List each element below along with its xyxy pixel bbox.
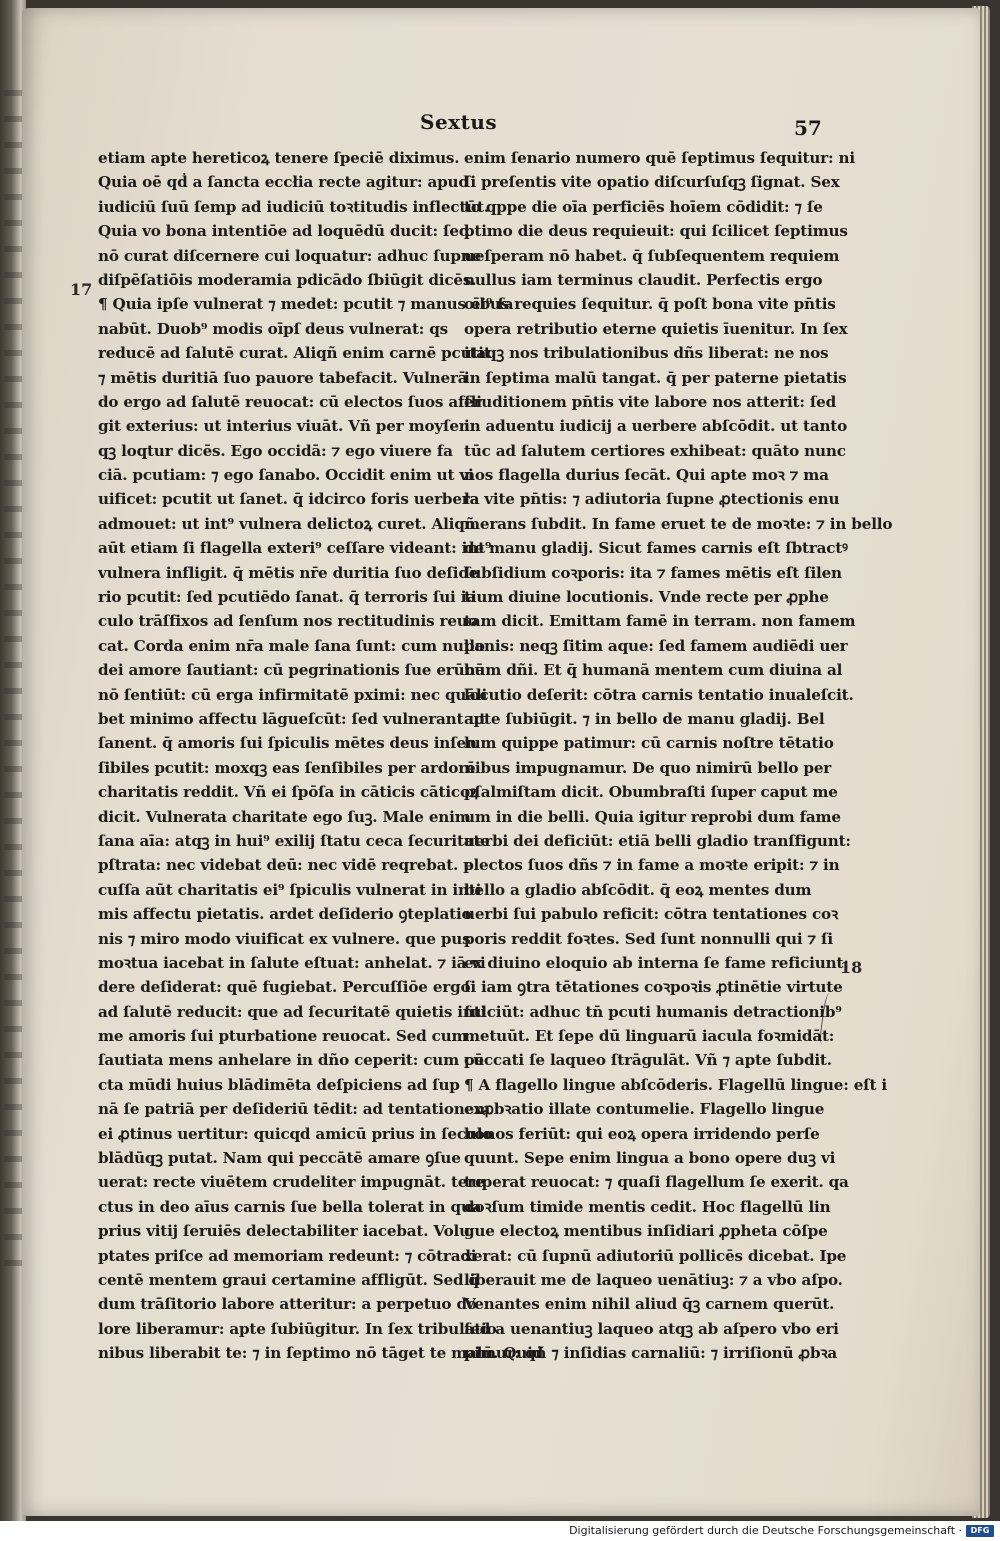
text-line: dei amore ſautiant: cū pegrinationis ſue erūnā <box>98 661 485 680</box>
text-line: uificet: pcutit ut ſanet. q̄ idcirco foris uerbera <box>98 490 480 509</box>
text-line: cuſſa aūt charitatis ei⁹ ſpiculis vulnerat in inti <box>98 880 482 899</box>
text-line: ptates priſce ad memoriam redeunt: ⁊ cōtradi <box>98 1246 477 1265</box>
text-line: ⁊ mētis duritiā ſuo pauore tabefacit. Vulnerā <box>98 368 468 387</box>
text-line: fulciūt: adhuc tn̄ pcuti humanis detractionib⁹ <box>464 1002 842 1021</box>
text-line: locutio deſerit: cōtra carnis tentatio inualeſcit. <box>464 685 854 704</box>
text-line: bet minimo affectu lāgueſcūt: ſed vulnerant ut <box>98 709 487 728</box>
text-line: ad ſalutē reducit: que ad ſecuritatē quietis inti <box>98 1002 487 1021</box>
text-line: in ſeptima malū tangat. q̄ per paterne pietatis <box>464 368 847 387</box>
text-line: nā ſe patriā per deſideriū tēdit: ad tentationem <box>98 1100 490 1119</box>
text-line: gue electoꝝ mentibus inſidiari ꝓpheta cōſpe <box>464 1222 828 1241</box>
text-line: cat. Corda enim nr̄a male ſana ſunt: cum nullo <box>98 636 485 655</box>
text-line: eruditionem pn̄tis vite labore nos atterit: ſed <box>464 392 837 411</box>
text-line: ſana aīa: atqꝫ in hui⁹ exilij ſtatu ceca ſecuritate <box>98 831 490 850</box>
text-line: ex diuino eloquio ab interna ſe fame reficiunt: <box>464 953 849 972</box>
text-line: rio pcutit: ſed pcutiēdo ſanat. q̄ terroris ſui ia <box>98 588 476 607</box>
text-line: do ergo ad ſalutē reuocat: cū electos ſuos affli <box>98 392 482 411</box>
text-line: nos flagella durius ſecāt. Qui apte moꝛ ⁊ ma <box>464 466 829 485</box>
text-line: lum quippe patimur: cū carnis noſtre tētatio <box>464 734 834 753</box>
text-line: doꝛſum timide mentis cedit. Hoc flagellū lin <box>464 1197 831 1216</box>
text-line: aūt etiam ſi flagella exteri⁹ ceſſare videant: int⁹ <box>98 539 492 558</box>
text-line: iudiciū ſuū ſemp ad iudiciū toꝛtitudis inflectūt. <box>98 197 489 216</box>
text-line: uerat: recte viuētem crudeliter impugnāt. tere <box>98 1173 485 1192</box>
text-line: Quia oē qḋ a ſancta eccłia recte agitur: apud <box>98 173 469 192</box>
text-line: ei ꝓtinus uertitur: quicqd amicū prius in ſeculo <box>98 1124 493 1143</box>
text-line: qꝫ loqtur dicēs. Ego occidā: ⁊ ego viuere fa <box>98 441 453 460</box>
book-page <box>22 8 980 1516</box>
text-line: prius vitij ſeruiēs delectabiliter iacebat. Volu <box>98 1222 470 1241</box>
text-line: moꝛtua iacebat in ſalute eſtuat: anhelat. ⁊ iā vi <box>98 953 486 972</box>
text-line: lore liberamur: apte ſubiūgitur. In ſex tribulatio <box>98 1319 497 1338</box>
text-line: me amoris ſui pturbatione reuocat. Sed cum <box>98 1027 468 1046</box>
facing-page-bleed <box>4 90 22 1270</box>
text-line: nibus liberabit te: ⁊ in ſeptimo nō tāget te malū. Quid <box>98 1344 544 1363</box>
text-line: vulnera infligit. q̄ mētis nr̄e duritia ſuo deſide <box>98 563 479 582</box>
text-line: Venantes enim nihil aliud q̄ꝫ carnem querūt. <box>464 1295 835 1314</box>
text-line: poris reddit foꝛtes. Sed ſunt nonnulli qui ⁊ ſi <box>464 929 833 948</box>
digitization-footer <box>0 1521 1000 1541</box>
text-line: exꝓbꝛatio illate contumelie. Flagello lingue <box>464 1100 825 1119</box>
text-line: cta mūdi huius blādimēta deſpiciens ad ſup <box>98 1075 460 1094</box>
text-line: um in die belli. Quia igitur reprobi dum fame <box>464 807 841 826</box>
margin-note-18: 18 <box>840 958 863 977</box>
margin-note-17: 17 <box>70 280 93 299</box>
text-line: quunt. Sepe enim lingua a bono opere duꝫ vi <box>464 1149 836 1168</box>
text-line: pimur: qñ ⁊ inſidias carnaliū: ⁊ irriſionū ꝓbꝛa <box>464 1344 838 1363</box>
text-line: ¶ A flagello lingue abſcōderis. Flagellū lingue: eſt i <box>464 1075 887 1094</box>
text-line: nullus iam terminus claudit. Perfectis ergo <box>464 270 823 289</box>
text-line: metuūt. Et ſepe dū linguarū iacula foꝛmidāt: <box>464 1027 835 1046</box>
text-line: dere deſiderat: quē fugiebat. Percuſſiōe ergo <box>98 978 471 997</box>
text-line: culo trāſfixos ad ſenſum nos rectitudinis reuo <box>98 612 478 631</box>
text-line: opera retributio eterne quietis īuenitur. In ſex <box>464 319 848 338</box>
text-line: centē mentem graui certamine affligūt. Sed q̄ <box>98 1270 479 1289</box>
text-line: admouet: ut int⁹ vulnera delictoꝝ curet. Aliqñ <box>98 514 476 533</box>
text-line: de manu gladij. Sicut fames carnis eſt ſbtractꝰ <box>464 539 848 558</box>
text-line: etiam apte hereticoꝝ tenere ſpeciē diximus. <box>98 149 460 167</box>
text-line: merans ſubdit. In fame eruet te de moꝛte: ⁊ in bello <box>464 514 893 533</box>
text-line: nō curat diſcernere cui loquatur: adhuc ſupne <box>98 246 482 265</box>
text-line: ſi iam ꝯtra tētationes coꝛpoꝛis ꝓtinētie virtute <box>464 978 843 997</box>
text-line: panis: neqꝫ ſitim aque: ſed famem audiēdi uer <box>464 636 848 655</box>
footer-credit: Digitalisierung gefördert durch die Deutsche Forschungsgemeinschaft · <box>569 1524 962 1537</box>
text-line: diſpēſatiōis moderamia pdicādo ſbiūgit dicēs. <box>98 270 477 289</box>
text-line: xerat: cū ſupnū adiutoriū pollicēs dicebat. Ipe <box>464 1246 847 1265</box>
text-line: nō ſentiūt: cū erga infirmitatē pximi: nec quāli <box>98 685 488 704</box>
running-head: Sextus <box>420 110 498 134</box>
text-line: bum dñi. Et q̄ humanā mentem cum diuina al <box>464 661 843 680</box>
text-line: bonos feriūt: qui eoꝝ opera irridendo perſe <box>464 1124 820 1143</box>
text-line: ſed a uenantiuꝫ laqueo atqꝫ ab aſpero vbo eri <box>464 1319 839 1338</box>
text-line: enim ſenario numero quē ſeptimus ſequitur: ni <box>464 149 855 167</box>
folio-number: 57 <box>794 116 822 140</box>
text-line: blādūqꝫ putat. Nam qui peccātē amare ꝯſue <box>98 1149 461 1168</box>
text-line: tuperat reuocat: ⁊ quaſi flagellum ſe exerit. qa <box>464 1173 849 1192</box>
text-line: la vite pn̄tis: ⁊ adiutoria ſupne ꝓtectionis enu <box>464 490 840 509</box>
text-line: Quia vo bona intentiōe ad loquēdū ducit: ſed <box>98 222 470 241</box>
text-line: tium diuine locutionis. Vnde recte per ꝓphe <box>464 588 829 607</box>
text-line: electos ſuos dñs ⁊ in fame a moꝛte eripit: ⁊ in <box>464 856 840 875</box>
text-line: ſubſidium coꝛporis: ita ⁊ fames mētis eſt ſilen <box>464 563 842 582</box>
text-line: ſi preſentis vite opatio diſcurſuſqꝫ ſignat. Sex <box>464 173 840 192</box>
text-line: mis affectu pietatis. ardet deſiderio ꝯteplatio <box>98 905 472 924</box>
text-line: git exterius: ut interius viuāt. Vñ per moyſen <box>98 417 470 436</box>
text-line: peccati ſe laqueo ſtrāgulāt. Vñ ⁊ apte ſubdit. <box>464 1051 832 1070</box>
text-line: pſtrata: nec videbat deū: nec vidē reqrebat. p <box>98 856 474 875</box>
text-line: tam dicit. Emittam famē in terram. non famem <box>464 612 856 631</box>
text-line: ctus in deo aīus carnis ſue bella tolerat in qua <box>98 1197 482 1216</box>
text-line: liberauit me de laqueo uenātiuꝫ: ⁊ a vbo aſpo. <box>464 1270 843 1289</box>
left-text-column <box>98 146 544 1366</box>
text-line: ſanent. q̄ amoris ſui ſpiculis mētes deus inſen <box>98 734 477 753</box>
text-line: uerbi ſui pabulo reficit: cōtra tentationes coꝛ <box>464 905 838 924</box>
text-line: ſibiles pcutit: moxqꝫ eas ſenſibiles per ardorē <box>98 758 476 777</box>
text-line: dum trāſitorio labore atteritur: a perpetuo do <box>98 1295 477 1314</box>
text-line: oībus requies ſequitur. q̄ poſt bona vite pn̄tis <box>464 295 836 314</box>
text-line: ciā. pcutiam: ⁊ ego ſanabo. Occidit enim ut vi <box>98 466 474 485</box>
text-line: nabūt. Duob⁹ modis oīpſ deus vulnerat: qs <box>98 319 449 338</box>
text-line: itaqꝫ nos tribulationibus dñs liberat: ne nos <box>464 344 829 363</box>
text-line: ſautiata mens anhelare in dño ceperit: cum cū <box>98 1051 484 1070</box>
text-line: ueſperam nō habet. q̄ ſubſequentem requiem <box>464 246 840 265</box>
text-line: charitatis reddit. Vñ ei ſpōſa in cāticis cāticoꝝ <box>98 783 479 802</box>
text-line: uerbi dei deficiūt: etiā belli gladio tranſfigunt: <box>464 831 851 850</box>
text-line: apte ſubiūgit. ⁊ in bello de manu gladij. Bel <box>464 709 825 728</box>
text-line: nibus impugnamur. De quo nimirū bello per <box>464 758 832 777</box>
text-line: nis ⁊ miro modo viuificat ex vulnere. que pus <box>98 929 471 948</box>
dfg-logo: DFG <box>966 1525 994 1537</box>
text-line: bello a gladio abſcōdit. q̄ eoꝝ mentes dum <box>464 880 812 899</box>
text-line: dicit. Vulnerata charitate ego ſuꝫ. Male enim <box>98 807 471 826</box>
text-line: to qppe die oīa perficiēs hoīem cōdidit: ⁊ ſe <box>464 197 823 216</box>
text-line: pſalmiſtam dicit. Obumbraſti ſuper caput me <box>464 783 838 802</box>
text-line: ¶ Quia ipſe vulnerat ⁊ medet: pcutit ⁊ manus ei⁹ ſa <box>98 295 514 314</box>
text-line: in aduentu iudicij a uerbere abſcōdit. ut tanto <box>464 417 848 436</box>
text-line: ptimo die deus requieuit: qui ſcilicet ſeptimus <box>464 222 848 241</box>
text-line: reducē ad ſalutē curat. Aliqñ enim carnē pcutit <box>98 344 491 363</box>
text-line: tūc ad ſalutem certiores exhibeat: quāto nunc <box>464 441 846 460</box>
